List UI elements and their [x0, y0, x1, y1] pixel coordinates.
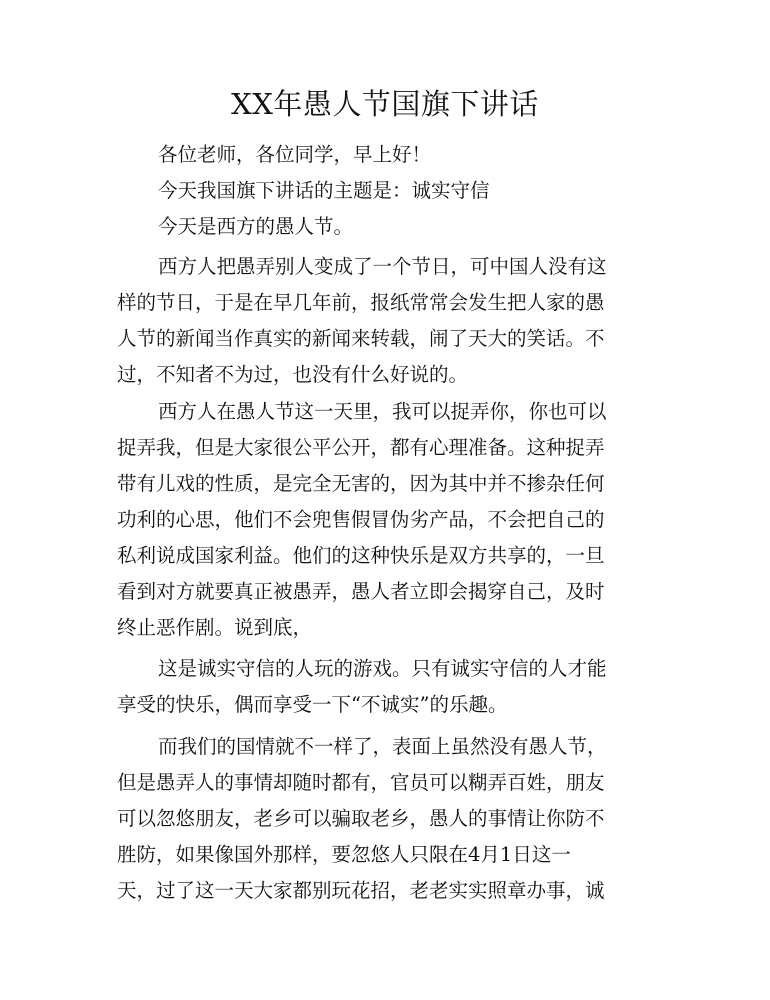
paragraph-line: 看到对方就要真正被愚弄，愚人者立即会揭穿自己，及时: [117, 580, 605, 603]
paragraph-line: 今天我国旗下讲话的主题是：诚实守信: [158, 179, 490, 202]
paragraph-line: 捉弄我，但是大家很公平公开，都有心理准备。这种捉弄: [117, 436, 605, 459]
paragraph-line: 而我们的国情就不一样了，表面上虽然没有愚人节，: [158, 735, 607, 758]
paragraph-line: 天，过了这一天大家都别玩花招，老老实实照章办事，诚: [117, 879, 605, 902]
paragraph-line: 这是诚实守信的人玩的游戏。只有诚实守信的人才能: [158, 657, 607, 680]
paragraph-line: 带有儿戏的性质，是完全无害的，因为其中并不掺杂任何: [117, 472, 605, 495]
paragraph-line: 西方人在愚人节这一天里，我可以捉弄你，你也可以: [158, 400, 607, 423]
paragraph-line: 样的节日，于是在早几年前，报纸常常会发生把人家的愚: [117, 291, 605, 314]
document-title: XX年愚人节国旗下讲话: [231, 87, 539, 121]
paragraph-line: 终止恶作剧。说到底，: [117, 616, 313, 639]
paragraph-line: 过，不知者不为过，也没有什么好说的。: [117, 363, 469, 386]
paragraph-line: 可以忽悠朋友，老乡可以骗取老乡，愚人的事情让你防不: [117, 807, 605, 830]
paragraph-line: 西方人把愚弄别人变成了一个节日，可中国人没有这: [158, 255, 607, 278]
paragraph-line: 享受的快乐，偶而享受一下“不诚实”的乐趣。: [117, 693, 508, 716]
paragraph-line: 但是愚弄人的事情却随时都有，官员可以糊弄百姓，朋友: [117, 771, 605, 794]
paragraph-line: 各位老师，各位同学，早上好！: [158, 143, 432, 166]
paragraph-line: 人节的新闻当作真实的新闻来转载，闹了天大的笑话。不: [117, 327, 605, 350]
paragraph-line: 私利说成国家利益。他们的这种快乐是双方共享的，一旦: [117, 544, 605, 567]
paragraph-line: 胜防，如果像国外那样，要忽悠人只限在4月1日这一: [117, 843, 571, 866]
paragraph-line: 功利的心思，他们不会兜售假冒伪劣产品，不会把自己的: [117, 508, 605, 531]
paragraph-line: 今天是西方的愚人节。: [158, 215, 354, 238]
